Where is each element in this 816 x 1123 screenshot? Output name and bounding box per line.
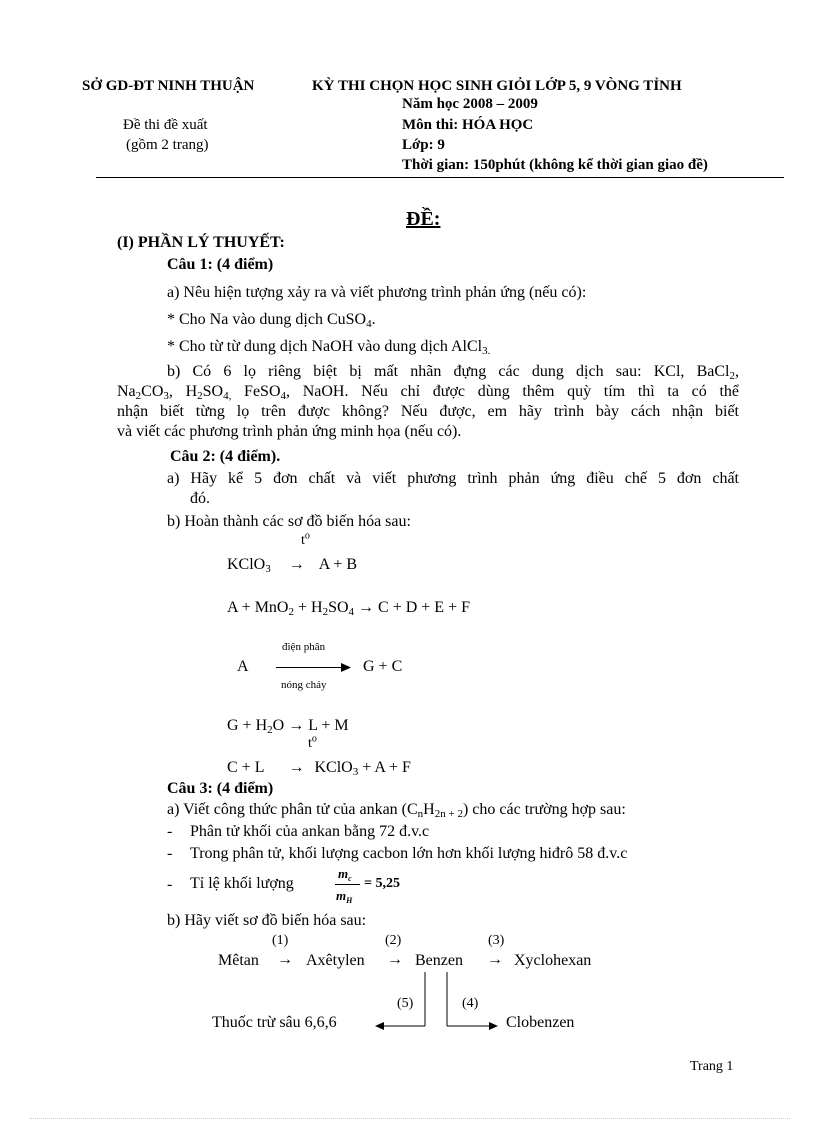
arrow-1: → (277, 951, 293, 968)
proposed-label: Đề thi đề xuất (123, 117, 208, 133)
step-4-label: (4) (462, 996, 479, 1011)
heat-label-1: $t^o$ (301, 530, 310, 548)
compound-clobenzen: Clobenzen (506, 1014, 575, 1031)
fraction-numerator: $m_c$ (338, 866, 352, 883)
equation-2: $A + MnO_2 + H_2SO_4 \to C + D + E + F$ (227, 599, 470, 618)
question-1a-item-1: * Cho Na vào dung dịch CuSO$_4$. (167, 311, 376, 330)
question-2-heading: Câu 2: (4 điểm). (170, 448, 281, 465)
equation-1: KClO$_3$ → A + B (227, 556, 358, 575)
equation-3-right: G + C (363, 658, 403, 675)
exam-time: Thời gian: 150phút (không kể thời gian giao đề) (402, 157, 708, 173)
exam-title: KỲ THI CHỌN HỌC SINH GIỎI LỚP 5, 9 VÒNG TỈNH (312, 78, 682, 94)
arrow-2: → (387, 951, 403, 968)
electrolysis-arrow (276, 667, 344, 668)
compound-thuoc-tru-sau: Thuốc trừ sâu 6,6,6 (212, 1014, 337, 1031)
compound-xyclohexan: Xyclohexan (514, 952, 592, 969)
case-2-dash: - (167, 845, 173, 862)
page-bottom-edge (30, 1118, 790, 1119)
question-1-heading: Câu 1: (4 điểm) (167, 256, 274, 273)
question-1a: a) Nêu hiện tượng xảy ra và viết phương trình phản ứng (nếu có): (167, 284, 587, 301)
department-name: SỞ GD-ĐT NINH THUẬN (82, 78, 255, 94)
equation-5: C + L → KClO$_3$ + A + F (227, 759, 411, 778)
question-3a: a) Viết công thức phân tử của ankan $(C_nH_{2n + 2})$ cho các trường hợp sau: (167, 801, 626, 820)
arrow-head-icon (341, 663, 351, 672)
electrolysis-label: điện phân (282, 641, 326, 653)
fraction-denominator: $m_H$ (336, 888, 353, 905)
subject: Môn thi: HÓA HỌC (402, 117, 534, 133)
grade: Lớp: 9 (402, 137, 445, 153)
page-count: (gồm 2 trang) (126, 137, 209, 153)
branch-arrows (340, 972, 510, 1032)
step-5-label: (5) (397, 996, 414, 1011)
question-2b: b) Hoàn thành các sơ đồ biến hóa sau: (167, 513, 411, 530)
case-2: Trong phân tử, khối lượng cacbon lớn hơn khối lượng hiđrô 58 đ.v.c (190, 845, 628, 862)
equation-4: $G + H_2O \to L + M$ (227, 717, 349, 736)
school-year: Năm học 2008 – 2009 (402, 96, 538, 112)
equation-3-left: A (237, 658, 249, 675)
case-3-dash: - (167, 876, 173, 893)
step-2-label: (2) (385, 933, 402, 948)
step-3-label: (3) (488, 933, 505, 948)
fraction-bar (335, 884, 360, 885)
question-3-heading: Câu 3: (4 điểm) (167, 780, 274, 797)
question-2a-line-1: a) Hãy kể 5 đơn chất và viết phương trình phản ứng điều chế 5 đơn chất (167, 470, 739, 487)
arrow-3: → (487, 951, 503, 968)
case-3: Tỉ lệ khối lượng (190, 875, 294, 892)
fraction-value: = 5,25 (364, 876, 400, 891)
exam-heading: ĐỀ: (406, 208, 441, 230)
section-title: (I) PHẦN LÝ THUYẾT: (117, 234, 285, 251)
question-2a-line-2: đó. (190, 490, 210, 507)
question-1b: b) Có 6 lọ riêng biệt bị mất nhãn đựng các dung dịch sau: KCl, BaCl$_2$, $Na_2CO_3$, $H_2SO_{4,}$ FeSO$_4$, NaOH. Nếu chỉ được dùng thêm quỳ tím thì ta có thể nhận biết từng lọ trên được không? Nếu được, em hãy trình bày cách nhận biết và viết các phương trình phản ứng minh họa (nếu có). (117, 363, 740, 440)
heat-label-2: $t^o$ (308, 733, 317, 751)
case-1-dash: - (167, 823, 173, 840)
molten-label: nóng chảy (281, 679, 327, 691)
step-1-label: (1) (272, 933, 289, 948)
page-number: Trang 1 (690, 1059, 734, 1074)
compound-axetylen: Axêtylen (306, 952, 365, 969)
question-3b: b) Hãy viết sơ đồ biến hóa sau: (167, 912, 367, 929)
header-divider (96, 177, 784, 178)
case-1: Phân tử khối của ankan bằng 72 đ.v.c (190, 823, 430, 840)
compound-benzen: Benzen (415, 952, 463, 969)
question-1a-item-2: * Cho từ từ dung dịch NaOH vào dung dịch AlCl$_{3.}$ (167, 338, 491, 357)
compound-metan: Mêtan (218, 952, 259, 969)
